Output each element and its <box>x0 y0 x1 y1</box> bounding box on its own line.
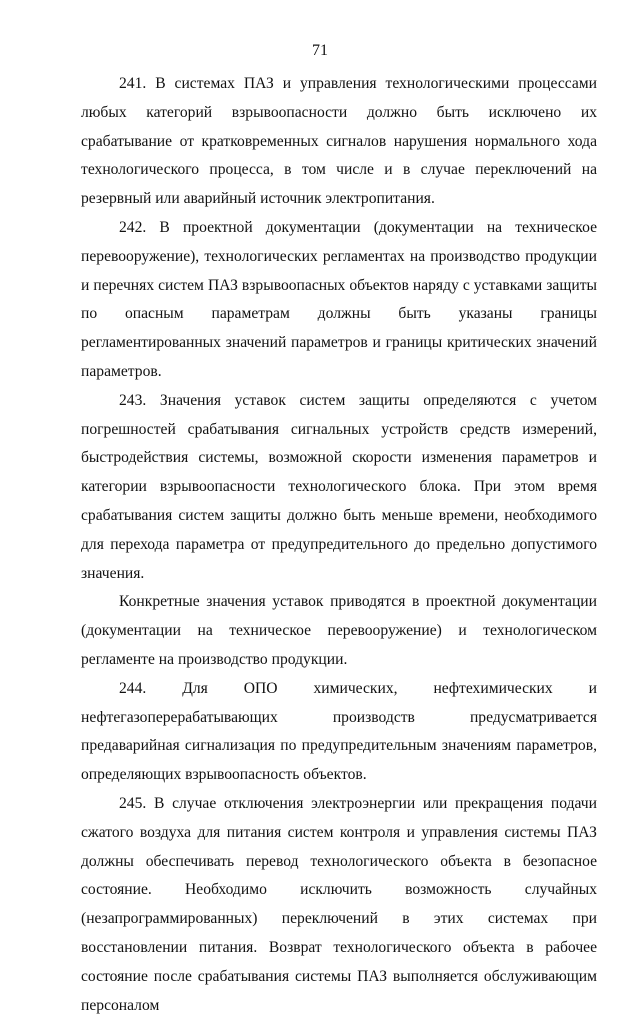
page-number: 71 <box>312 42 328 59</box>
paragraph-244: 244. Для ОПО химических, нефтехимических и нефтегазоперерабатывающих производств предусматривается предаварийная сигнализация по предупредительным значениям параметров, определяющих взрывоопасность объектов. <box>81 679 597 784</box>
paragraph-242: 242. В проектной документации (документации на техническое перевооружение), технологических регламентах на производство продукции и перечнях систем ПАЗ взрывоопасных объектов наряду с уставками защиты по опасным параметрам должны быть указаны границы регламентированных значений параметров и границы критических значений параметров. <box>81 218 597 380</box>
paragraph-243: 243. Значения уставок систем защиты определяются с учетом погрешностей срабатывания сигнальных устройств средств измерений, быстродействия системы, возможной скорости изменения параметров и категории взрывоопасности технологического блока. При этом время срабатывания систем защиты должно быть меньше времени, необходимого для перехода параметра от предупредительного до предельно допустимого значения. <box>81 391 597 582</box>
paragraph-241: 241. В системах ПАЗ и управления технологическими процессами любых категорий взрывоопасности должно быть исключено их срабатывание от кратковременных сигналов нарушения нормального хода технологического процесса, в том числе и в случае переключений на резервный или аварийный источник электропитания. <box>81 75 597 208</box>
body-text <box>81 70 597 1020</box>
paragraph-243-continued: Конкретные значения уставок приводятся в проектной документации (документации на техническое перевооружение) и технологическом регламенте на производство продукции. <box>81 593 597 668</box>
paragraph-245: 245. В случае отключения электроэнергии или прекращения подачи сжатого воздуха для питания систем контроля и управления системы ПАЗ должны обеспечивать перевод технологического объекта в безопасное состояние. Необходимо исключить возможность случайных (незапрограммированных) переключений в этих системах при восстановлении питания. Возврат технологического объекта в рабочее состояние после срабатывания системы ПАЗ выполняется обслуживающим персоналом <box>81 794 597 1014</box>
